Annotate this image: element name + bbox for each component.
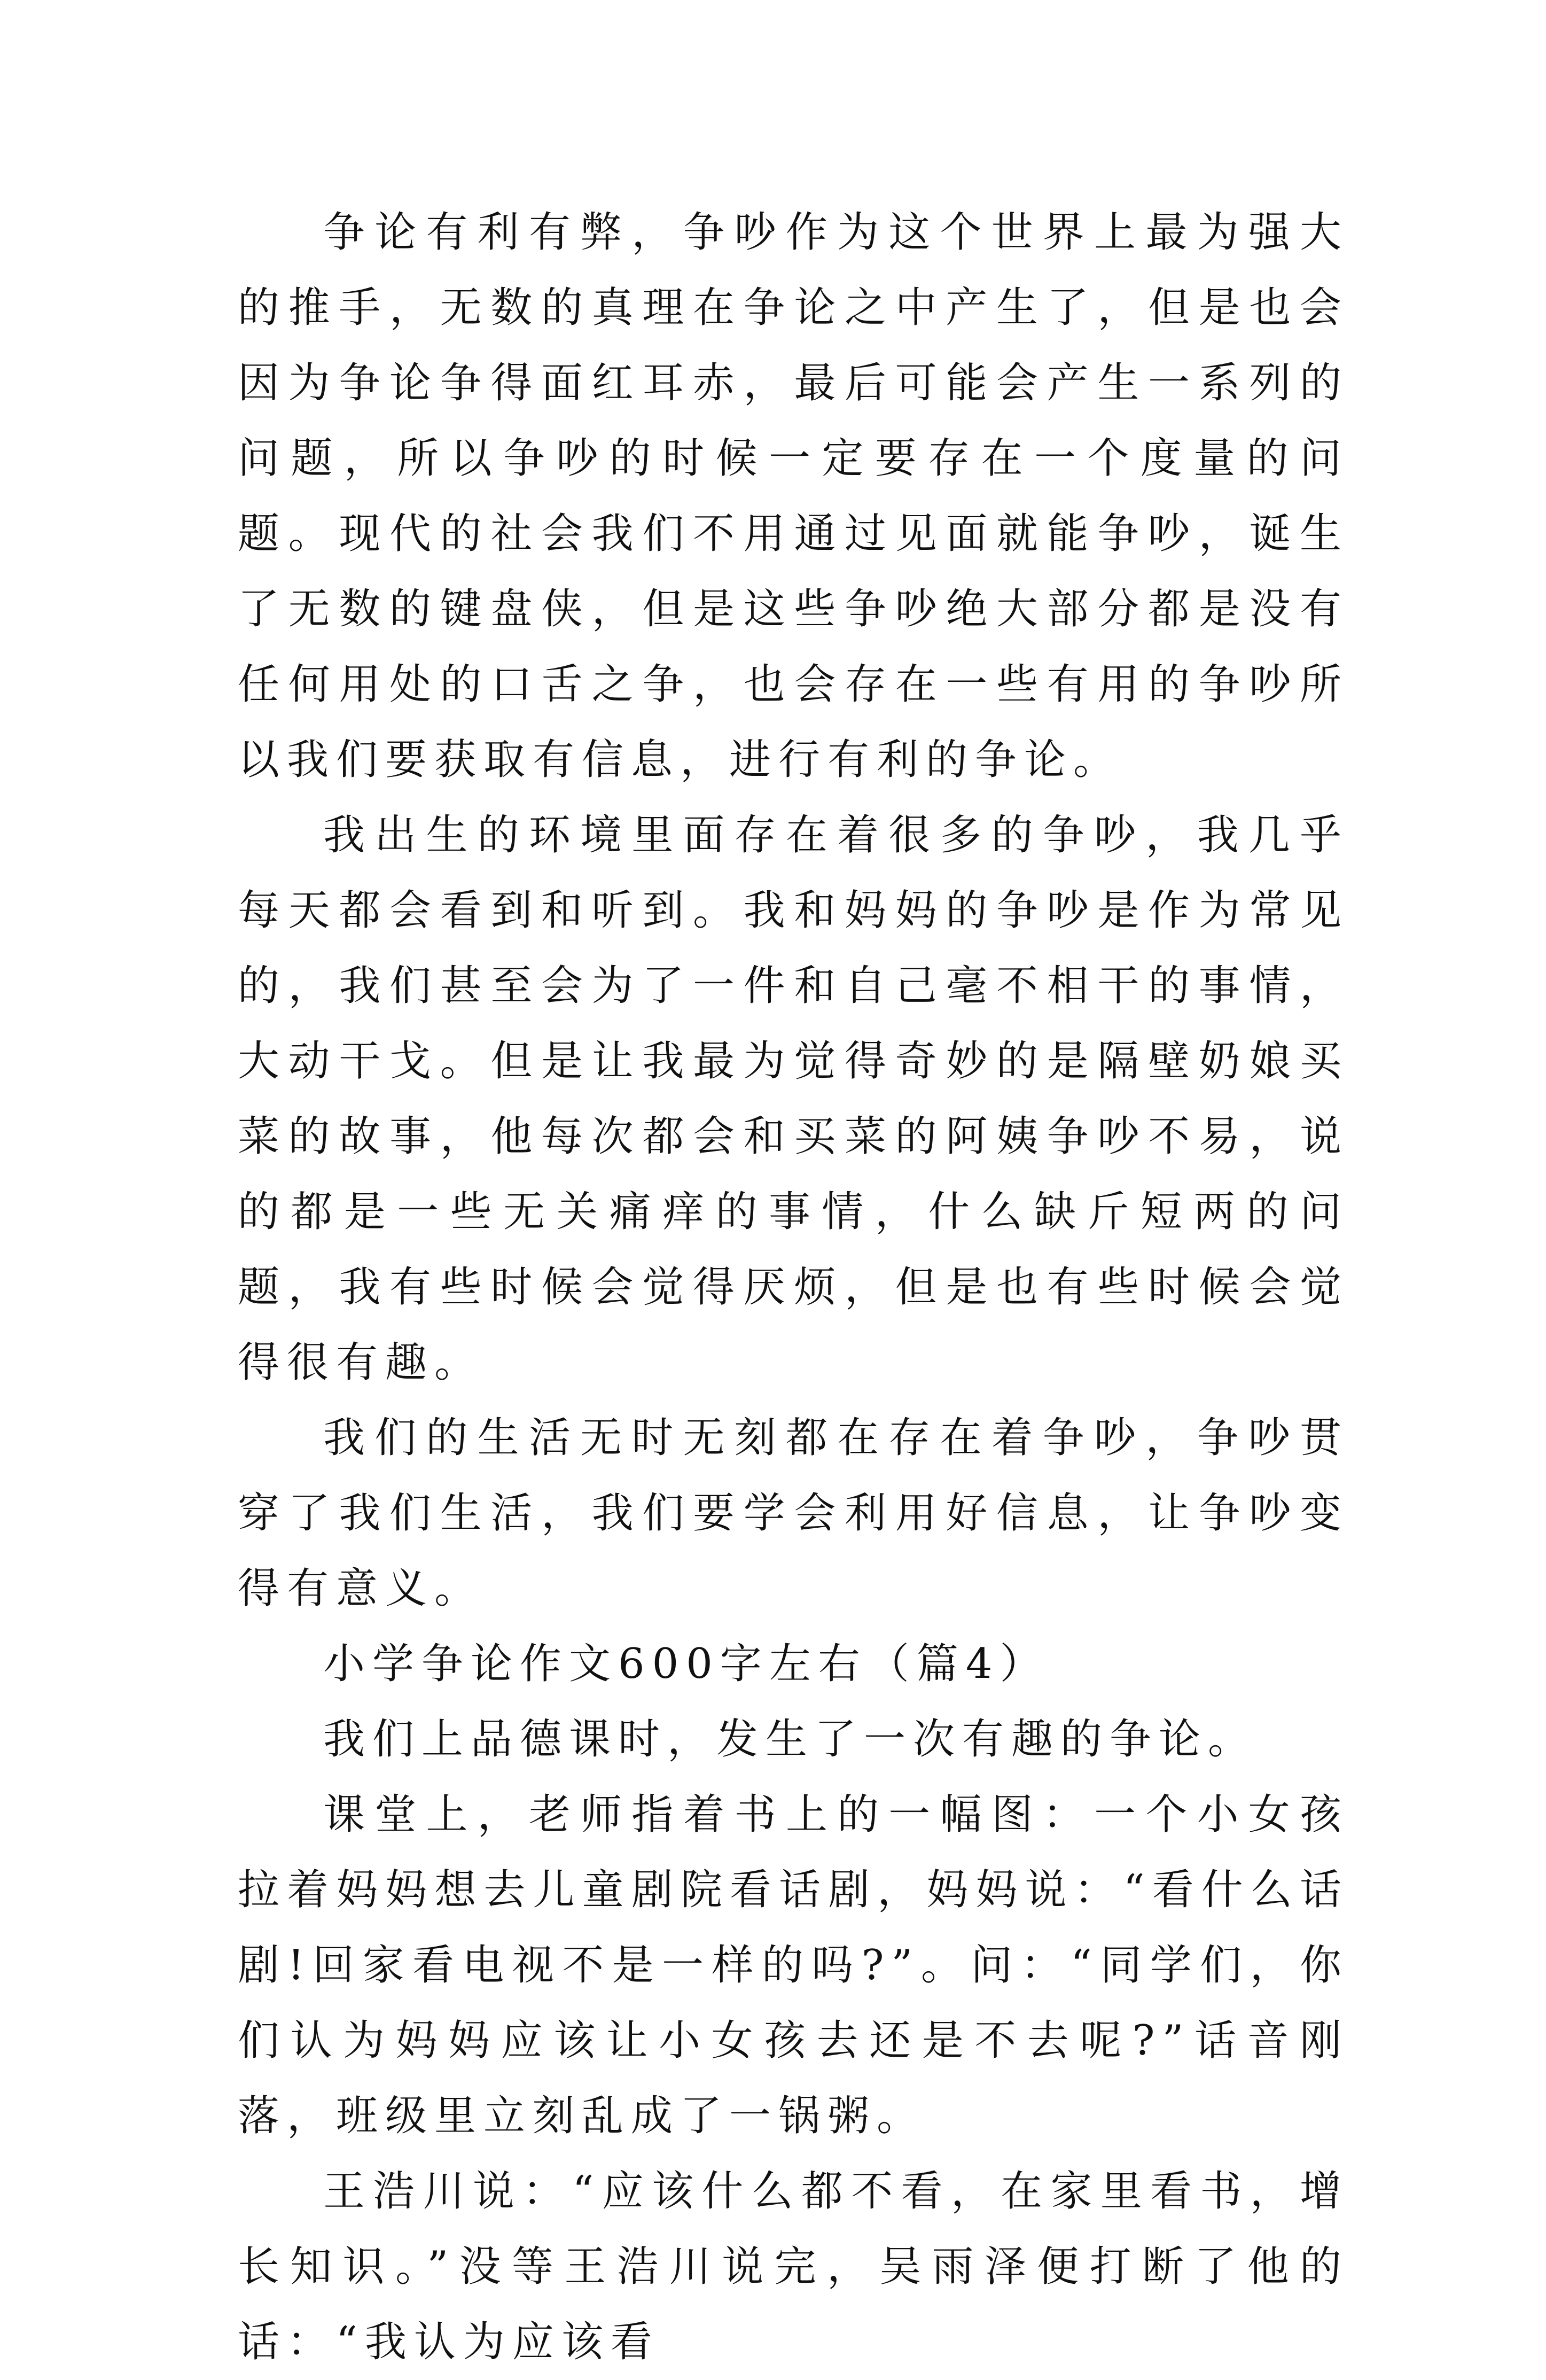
paragraph-argument-pros-cons: 争论有利有弊，争吵作为这个世界上最为强大的推手，无数的真理在争论之中产生了，但是也会因为争论争得面红耳赤，最后可能会产生一系列的问题，所以争吵的时候一定要存在一个度量的问题。现代的社会我们不用通过见面就能争吵，诞生了无数的键盘侠，但是这些争吵绝大部分都是没有任何用处的口舌之争，也会存在一些有用的争吵所以我们要获取有信息，进行有利的争论。 (238, 208, 1349, 784)
document-body (238, 195, 1349, 2380)
section-heading: 小学争论作文600字左右（篇4） (323, 1640, 1049, 1688)
paragraph-student-replies: 王浩川说：“应该什么都不看，在家里看书，增长知识。”没等王浩川说完，吴雨泽便打断了他的话：“我认为应该看 (238, 2167, 1349, 2366)
paragraph-home-arguments: 我出生的环境里面存在着很多的争吵，我几乎每天都会看到和听到。我和妈妈的争吵是作为常见的，我们甚至会为了一件和自己毫不相干的事情，大动干戈。但是让我最为觉得奇妙的是隔壁奶娘买菜的故事，他每次都会和买菜的阿姨争吵不易，说的都是一些无关痛痒的事情，什么缺斤短两的问题，我有些时候会觉得厌烦，但是也有些时候会觉得很有趣。 (238, 811, 1349, 1387)
paragraph-class-debate-intro: 我们上品德课时，发生了一次有趣的争论。 (323, 1715, 1258, 1763)
paragraph-teacher-question: 课堂上，老师指着书上的一幅图：一个小女孩拉着妈妈想去儿童剧院看话剧，妈妈说：“看什么话剧!回家看电视不是一样的吗?”。问：“同学们，你们认为妈妈应该让小女孩去还是不去呢?”话音刚落，班级里立刻乱成了一锅粥。 (238, 1791, 1349, 2140)
paragraph-life-arguments: 我们的生活无时无刻都在存在着争吵，争吵贯穿了我们生活，我们要学会利用好信息，让争吵变得有意义。 (238, 1414, 1349, 1613)
